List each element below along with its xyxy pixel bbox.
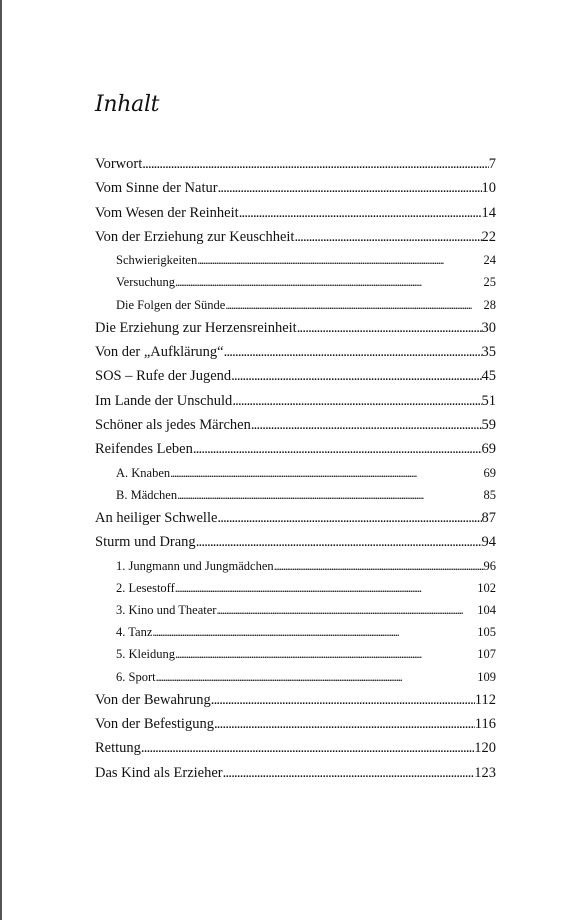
dot-leader: [232, 389, 481, 413]
toc-page-number: 45: [481, 368, 496, 385]
toc-page-number: 109: [477, 669, 496, 684]
toc-entry-label: A. Knaben: [116, 465, 171, 480]
toc-entry-label: Von der Bewahrung: [95, 691, 211, 708]
dot-leader: [217, 506, 481, 530]
dot-leader: [193, 437, 482, 461]
toc-entry-label: Von der „Aufklärung“: [95, 344, 224, 361]
toc-page-number: 28: [483, 297, 496, 312]
toc-subentry: [95, 249, 496, 271]
toc-entry-label: 3. Kino und Theater: [116, 602, 217, 617]
toc-entry-label: Schöner als jedes Märchen: [95, 416, 251, 433]
toc-page-number: 107: [477, 647, 496, 662]
table-of-contents: [95, 152, 496, 785]
dot-leader: [196, 530, 482, 554]
toc-entry: [95, 152, 496, 176]
dot-leader: [175, 643, 477, 665]
dot-leader: [141, 736, 474, 760]
toc-entry-label: Rettung: [95, 740, 141, 757]
dot-leader: [251, 413, 482, 437]
toc-entry-label: 5. Kleidung: [116, 647, 176, 662]
toc-page-number: 85: [483, 487, 496, 502]
dot-leader: [224, 340, 482, 364]
toc-subentry: [95, 621, 496, 643]
toc-page-number: 69: [481, 441, 496, 458]
dot-leader: [177, 484, 483, 506]
toc-entry-label: Im Lande der Unschuld: [95, 392, 233, 409]
dot-leader: [170, 462, 483, 484]
dot-leader: [218, 176, 482, 200]
toc-page-number: 123: [474, 764, 496, 781]
toc-page-number: 116: [474, 716, 496, 733]
toc-subentry: [95, 666, 496, 688]
toc-page-number: 69: [483, 465, 496, 480]
toc-page-number: 30: [481, 319, 496, 336]
toc-entry-label: Von der Befestigung: [95, 716, 214, 733]
toc-page-number: 14: [481, 204, 496, 221]
toc-entry-label: Von der Erziehung zur Keuschheit: [95, 228, 295, 245]
dot-leader: [175, 577, 477, 599]
toc-page-number: 7: [488, 156, 496, 172]
toc-page-number: 35: [481, 344, 496, 361]
dot-leader: [223, 761, 475, 785]
toc-entry-label: Das Kind als Erzieher: [95, 764, 223, 781]
toc-entry: [95, 530, 496, 554]
toc-subentry: [95, 484, 496, 506]
toc-entry-label: Vom Sinne der Natur: [95, 180, 218, 197]
toc-subentry: [95, 555, 496, 577]
toc-entry-label: Reifendes Leben: [95, 441, 193, 458]
toc-entry-label: An heiliger Schwelle: [95, 509, 218, 526]
toc-entry-label: Versuchung: [116, 275, 176, 290]
dot-leader: [156, 666, 478, 688]
toc-subentry: [95, 599, 496, 621]
toc-entry: [95, 712, 496, 736]
toc-entry-label: 1. Jungmann und Jungmädchen: [116, 558, 274, 573]
dot-leader: [142, 152, 488, 176]
dot-leader: [274, 555, 484, 577]
toc-entry: [95, 364, 496, 388]
toc-entry-label: Die Erziehung zur Herzensreinheit: [95, 319, 297, 336]
dot-leader: [175, 271, 483, 293]
toc-entry: [95, 340, 496, 364]
toc-subentry: [95, 577, 496, 599]
toc-entry-label: Die Folgen der Sünde: [116, 297, 226, 312]
toc-entry: [95, 316, 496, 340]
toc-entry-label: B. Mädchen: [116, 487, 178, 502]
dot-leader: [211, 688, 475, 712]
toc-entry: [95, 389, 496, 413]
dot-leader: [214, 712, 475, 736]
dot-leader: [216, 599, 477, 621]
toc-subentry: [95, 271, 496, 293]
toc-page-number: 51: [481, 392, 496, 409]
toc-page-number: 25: [483, 275, 496, 290]
toc-entry: [95, 225, 496, 249]
toc-page-number: 105: [477, 625, 496, 640]
toc-page-number: 96: [483, 558, 496, 573]
toc-entry-label: Schwierigkeiten: [116, 253, 198, 268]
toc-subentry: [95, 462, 496, 484]
toc-entry: [95, 736, 496, 760]
toc-page-number: 102: [477, 580, 496, 595]
toc-page-number: 87: [481, 509, 496, 526]
toc-page-number: 120: [474, 740, 496, 757]
toc-entry: [95, 413, 496, 437]
toc-entry-label: SOS – Rufe der Jugend: [95, 368, 232, 385]
page-title: Inhalt: [95, 92, 160, 117]
toc-entry-label: 4. Tanz: [116, 625, 153, 640]
dot-leader: [294, 225, 481, 249]
toc-entry: [95, 761, 496, 785]
toc-page-number: 24: [483, 253, 496, 268]
toc-subentry: [95, 294, 496, 316]
dot-leader: [225, 294, 483, 316]
toc-page-number: 112: [474, 691, 496, 708]
toc-entry: [95, 201, 496, 225]
toc-page-number: 94: [481, 534, 496, 551]
toc-page-number: 10: [481, 180, 496, 197]
toc-entry-label: 2. Lesestoff: [116, 580, 175, 595]
dot-leader: [152, 621, 477, 643]
dot-leader: [231, 364, 481, 388]
dot-leader: [297, 316, 482, 340]
toc-entry: [95, 437, 496, 461]
dot-leader: [239, 201, 482, 225]
toc-entry: [95, 176, 496, 200]
toc-entry-label: 6. Sport: [116, 669, 156, 684]
dot-leader: [197, 249, 483, 271]
toc-page-number: 104: [477, 602, 496, 617]
toc-entry-label: Sturm und Drang: [95, 534, 196, 551]
toc-entry-label: Vorwort: [95, 156, 143, 172]
toc-page-number: 59: [481, 416, 496, 433]
toc-entry-label: Vom Wesen der Reinheit: [95, 204, 239, 221]
toc-entry: [95, 506, 496, 530]
toc-entry: [95, 688, 496, 712]
toc-subentry: [95, 643, 496, 665]
toc-page-number: 22: [481, 228, 496, 245]
